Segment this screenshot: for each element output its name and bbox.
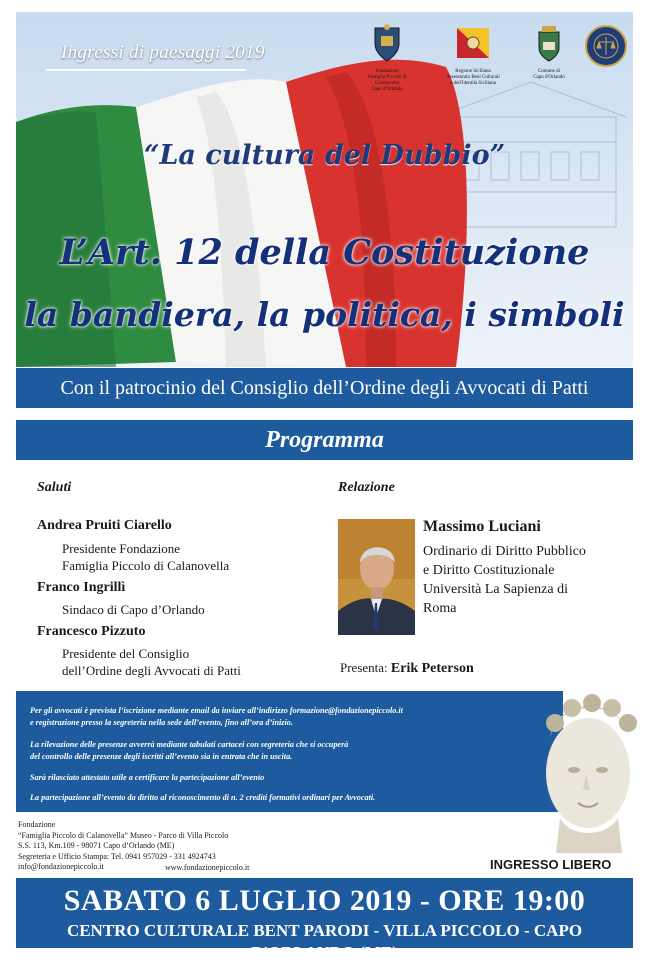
contact-line: Fondazione (18, 820, 56, 829)
speaker-role (423, 542, 633, 618)
contact-line: “Famiglia Piccolo di Calanovella” Museo - Parco di Villa Piccolo (18, 830, 229, 840)
notice-line: La partecipazione all’evento da diritto al riconoscimento di n. 2 crediti formativi ordinari per Avvocati. (30, 793, 376, 802)
speaker-name: Massimo Luciani (423, 518, 541, 535)
event-venue: CENTRO CULTURALE BENT PARODI - VILLA PICCOLO - CAPO D'ORLANDO (ME) (66, 921, 583, 962)
greeting-role: Presidente del Consiglio (62, 646, 190, 661)
patronage-banner: Con il patrocinio del Consiglio dell’Ordine degli Avvocati di Patti (16, 368, 633, 408)
contact-line: S.S. 113, Km.109 - 98071 Capo d’Orlando (ME) (18, 841, 175, 850)
saluti-heading: Saluti (37, 480, 72, 495)
greeting-name: Francesco Pizzuto (37, 624, 146, 639)
event-date-time: SABATO 6 LUGLIO 2019 - ORE 19:00 (63, 884, 586, 917)
presenter-label: Presenta: (340, 660, 388, 675)
municipal-crest-icon (533, 24, 565, 64)
program-heading: Programma (16, 420, 633, 460)
logo-caption-line: e dell'Identità Siciliana (450, 81, 496, 86)
notice-line: e registrazione presso la segreteria nella sede dell’evento, fino all’ora d’inizio. (30, 718, 293, 727)
speaker-portrait-image (338, 519, 415, 635)
notice-line: Per gli avvocati è prevista l’iscrizione mediante email da inviare all’indirizzo formazione@fondazionepiccolo.it (30, 706, 403, 715)
contact-line: Segreteria e Ufficio Stampa: Tel. 0941 957029 - 331 4924743 (18, 851, 216, 861)
contact-email[interactable]: info@fondazionepiccolo.it (18, 862, 104, 871)
relazione-heading: Relazione (338, 480, 395, 495)
greeting-role: dell’Ordine degli Avvocati di Patti (62, 663, 241, 678)
subtitle: “La cultura del Dubbio” (143, 140, 506, 171)
logo-caption-line: Fondazione (375, 69, 399, 74)
greeting-role: Famiglia Piccolo di Calanovella (62, 558, 230, 573)
notice-line: del controllo delle presenze degli iscritti all’evento sia in entrata che in uscita. (30, 752, 293, 761)
logo-comune (524, 24, 574, 81)
main-title-line1: L’Art. 12 della Costituzione (59, 232, 590, 273)
presenter (340, 660, 474, 677)
notice-line: Sarà rilasciato attestato utile a certificare la partecipazione all’evento (30, 773, 265, 782)
greeting-name: Andrea Pruiti Ciarello (37, 518, 172, 533)
logo-regione (438, 24, 508, 87)
speaker-role-line: Roma (423, 601, 457, 616)
main-title-line2: la bandiera, la politica, i simboli (24, 295, 625, 334)
greeting-role: Presidente Fondazione (62, 541, 181, 556)
logo-fondazione (356, 24, 418, 93)
sicily-trinacria-icon (455, 24, 491, 64)
logo-caption-line: Capo d'Orlando (533, 75, 565, 80)
free-entry-label: INGRESSO LIBERO (490, 857, 612, 872)
date-banner (16, 878, 633, 962)
coat-of-arms-icon (370, 24, 404, 64)
logo-caption-line: Famiglia Piccolo di Calanovella (367, 75, 407, 86)
greeting-name: Franco Ingrillì (37, 580, 126, 595)
greeting-role: Sindaco di Capo d’Orlando (62, 602, 205, 617)
hero-banner (16, 12, 633, 367)
series-underline (46, 69, 246, 71)
logo-avvocati (582, 24, 630, 73)
website-link[interactable]: www.fondazionepiccolo.it (165, 863, 250, 872)
presenter-name: Erik Peterson (390, 661, 474, 676)
speaker-role-line: Università La Sapienza di (423, 582, 569, 597)
notice-box (16, 691, 563, 812)
logo-caption-line: Assessorato Beni Culturali (446, 75, 500, 80)
marble-bust-image (530, 678, 645, 853)
notice-line: La rilevazione delle presenze avverrà mediante tabulati cartacei con segreteria che si occuperà (30, 740, 349, 749)
logo-caption-line: Regione Siciliana (455, 69, 491, 74)
lawyers-order-seal-icon (584, 24, 628, 68)
speaker-role-line: e Diritto Costituzionale (423, 563, 555, 578)
logo-caption-line: Comune di (537, 69, 561, 74)
speaker-photo (338, 519, 415, 635)
series-title: Ingressi di paesaggi 2019 (61, 42, 265, 63)
logo-caption-line: Capo d'Orlando (371, 87, 403, 92)
speaker-role-line: Ordinario di Diritto Pubblico (423, 544, 586, 559)
sponsor-logos (356, 24, 626, 114)
